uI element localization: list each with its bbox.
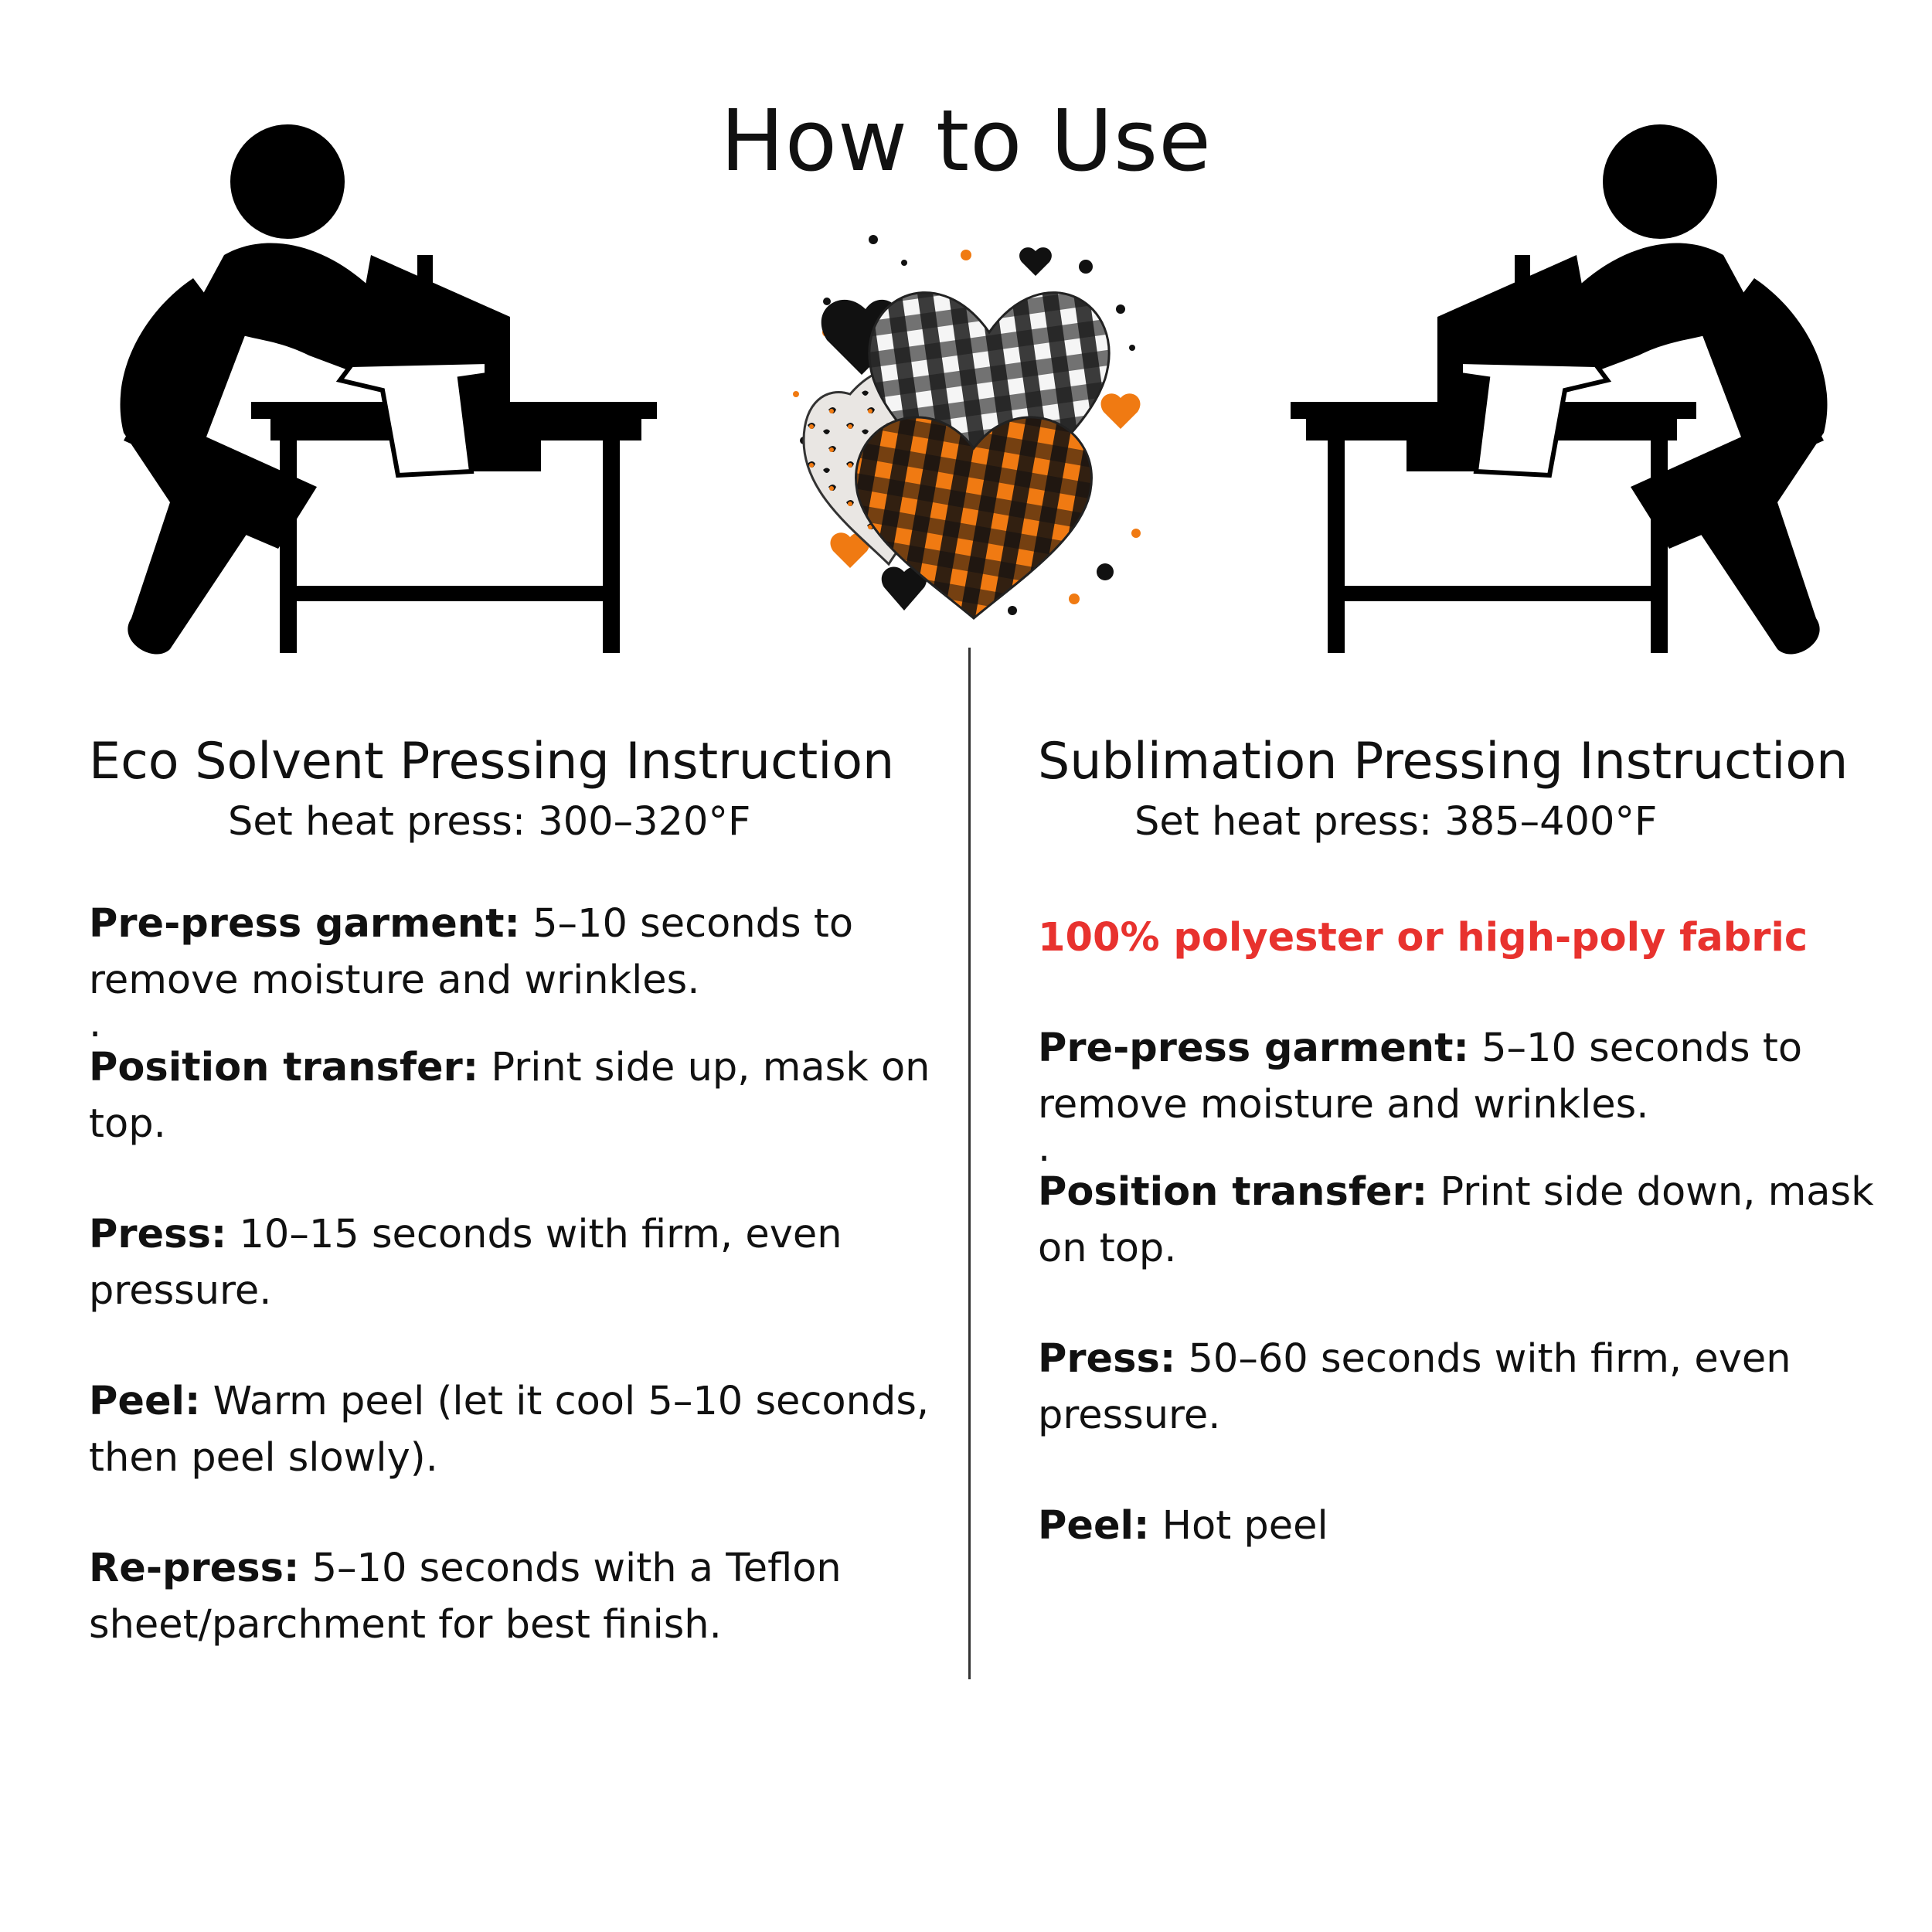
- person-using-heat-press-icon: [1283, 108, 1870, 657]
- step-text: 5–10 seconds to remove moisture and wrinkles.: [1038, 1026, 1803, 1128]
- step-label: Press:: [89, 1212, 227, 1257]
- separator-dot: .: [89, 1001, 102, 1046]
- sublimation-instructions: [1038, 730, 1919, 1554]
- sublimation-heading: Sublimation Pressing Instruction: [1038, 733, 1849, 791]
- step-label: Pre-press garment:: [1038, 1026, 1469, 1071]
- step-label: Peel:: [1038, 1503, 1150, 1549]
- step-prepress: [1038, 1020, 1919, 1133]
- step-text: 50–60 seconds with firm, even pressure.: [1038, 1336, 1791, 1438]
- step-text: 5–10 seconds with a Teflon sheet/parchment for best finish.: [89, 1546, 842, 1648]
- eco-solvent-temp: Set heat press: 300–320°F: [228, 799, 751, 845]
- step-label: Press:: [1038, 1336, 1176, 1382]
- step-text: Hot peel: [1149, 1503, 1328, 1549]
- step-text: 5–10 seconds to remove moisture and wrinkles.: [89, 901, 854, 1003]
- step-press: [1038, 1331, 1919, 1444]
- step-press: [89, 1206, 970, 1319]
- page-title: How to Use: [720, 91, 1212, 190]
- step-text: Print side down, mask on top.: [1038, 1169, 1874, 1271]
- plaid-and-leopard-hearts-icon: [781, 209, 1151, 634]
- step-label: Re-press:: [89, 1546, 300, 1591]
- step-label: Pre-press garment:: [89, 901, 520, 947]
- step-peel: [89, 1373, 970, 1486]
- step-position: [89, 1039, 970, 1152]
- separator-dot: .: [1038, 1125, 1051, 1171]
- step-label: Peel:: [89, 1379, 201, 1424]
- step-label: Position transfer:: [89, 1045, 479, 1090]
- step-text: 10–15 seconds with firm, even pressure.: [89, 1212, 842, 1314]
- person-using-heat-press-icon: [77, 108, 665, 657]
- step-text: Print side up, mask on top.: [89, 1045, 930, 1147]
- step-label: Position transfer:: [1038, 1169, 1428, 1215]
- step-position: [1038, 1164, 1919, 1277]
- eco-solvent-heading: Eco Solvent Pressing Instruction: [89, 733, 895, 791]
- eco-solvent-instructions: [89, 730, 970, 1653]
- step-text: Warm peel (let it cool 5–10 seconds, then peel slowly).: [89, 1379, 930, 1481]
- step-peel: [1038, 1498, 1919, 1554]
- fabric-note: 100% polyester or high-poly fabric: [1038, 915, 1808, 961]
- sublimation-temp: Set heat press: 385–400°F: [1134, 799, 1658, 845]
- step-prepress: [89, 896, 970, 1009]
- step-repress: [89, 1540, 970, 1653]
